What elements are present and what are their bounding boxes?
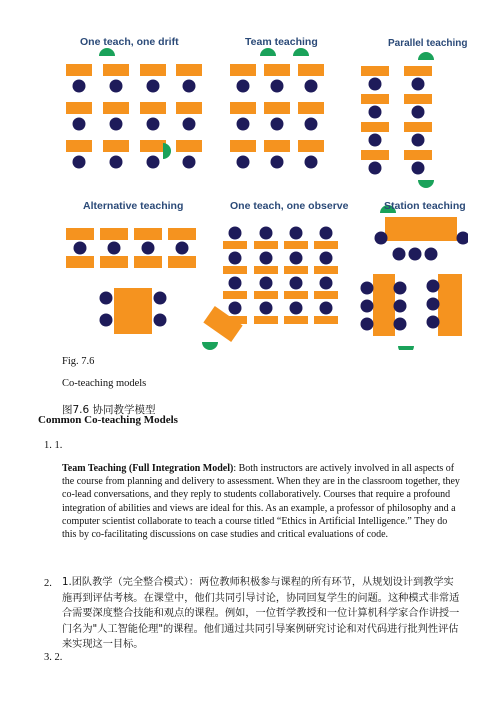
desk	[140, 102, 166, 114]
teacher-marker	[260, 48, 276, 56]
desk	[284, 291, 308, 299]
desk	[404, 150, 432, 160]
student-seat	[290, 252, 303, 265]
teacher-marker	[293, 48, 309, 56]
student-seat	[394, 282, 407, 295]
desk	[314, 291, 338, 299]
co-teaching-figure	[58, 30, 468, 350]
desk	[66, 102, 92, 114]
desk	[404, 94, 432, 104]
student-seat	[110, 156, 123, 169]
student-seat	[147, 80, 160, 93]
desk	[176, 64, 202, 76]
item-title: Team Teaching (Full Integration Model)	[62, 463, 234, 474]
desk	[223, 291, 247, 299]
teacher-marker	[418, 180, 434, 188]
student-seat	[320, 227, 333, 240]
desk	[361, 150, 389, 160]
student-seat	[183, 80, 196, 93]
student-seat	[361, 282, 374, 295]
desk	[168, 228, 196, 240]
student-seat	[147, 118, 160, 131]
desk	[404, 66, 432, 76]
student-seat	[427, 298, 440, 311]
desk	[66, 256, 94, 268]
student-seat	[147, 156, 160, 169]
teacher-marker	[163, 143, 171, 159]
student-seat	[229, 227, 242, 240]
desk	[284, 316, 308, 324]
student-seat	[271, 118, 284, 131]
student-seat	[361, 318, 374, 331]
student-seat	[154, 292, 167, 305]
desk	[134, 228, 162, 240]
station-table	[373, 274, 395, 336]
student-seat	[409, 248, 422, 261]
student-seat	[290, 302, 303, 315]
title-parallel-teaching: Parallel teaching	[388, 38, 468, 49]
teacher-marker	[202, 342, 218, 350]
student-seat	[260, 277, 273, 290]
desk	[254, 316, 278, 324]
co-teaching-diagram	[58, 30, 468, 350]
desk	[361, 122, 389, 132]
student-seat	[142, 242, 155, 255]
desk	[404, 122, 432, 132]
title-team-teaching: Team teaching	[245, 36, 318, 48]
desk	[140, 140, 166, 152]
desk	[264, 64, 290, 76]
student-seat	[229, 302, 242, 315]
student-seat	[320, 302, 333, 315]
student-seat	[290, 277, 303, 290]
desk	[223, 241, 247, 249]
student-seat	[305, 118, 318, 131]
student-seat	[100, 314, 113, 327]
student-seat	[394, 318, 407, 331]
desk	[66, 140, 92, 152]
student-seat	[271, 156, 284, 169]
figure-caption-en: Co-teaching models	[62, 378, 147, 389]
list-item-team-teaching	[62, 462, 462, 541]
list-item-number-1: 1. 1.	[44, 440, 63, 451]
desk	[230, 102, 256, 114]
title-one-teach-one-drift: One teach, one drift	[80, 36, 179, 48]
student-seat	[369, 162, 382, 175]
desk	[314, 241, 338, 249]
desk	[298, 140, 324, 152]
desk	[66, 64, 92, 76]
desk	[264, 102, 290, 114]
item-body: : Both instructors are actively involved in all aspects of the course from planning and delivery to assessment. When they are in the classroom together, they co-lead conversations, and they reply to students collaboratively. Courses that require a profound integration of abilities and views are ideal for this. As an example, a professor of philosophy and a computer scientist collaborate to teach a course titled “Ethics in Artificial Intelligence.” They do this by co-facilitating discussions on case studies and critical evaluations of code.	[62, 463, 460, 541]
desk	[361, 94, 389, 104]
desk	[100, 256, 128, 268]
desk	[223, 266, 247, 274]
list-item-number-3: 3. 2.	[44, 652, 63, 663]
desk	[361, 66, 389, 76]
student-seat	[375, 232, 388, 245]
student-seat	[237, 80, 250, 93]
section-heading: Common Co-teaching Models	[38, 414, 178, 426]
desk	[254, 241, 278, 249]
desk	[298, 64, 324, 76]
list-item-number-2: 2.	[44, 578, 52, 589]
desk	[254, 266, 278, 274]
student-seat	[260, 252, 273, 265]
student-seat	[183, 156, 196, 169]
student-seat	[427, 280, 440, 293]
student-seat	[412, 78, 425, 91]
desk	[134, 256, 162, 268]
student-seat	[73, 118, 86, 131]
student-seat	[229, 277, 242, 290]
student-seat	[412, 162, 425, 175]
student-seat	[260, 227, 273, 240]
desk	[66, 228, 94, 240]
student-seat	[427, 316, 440, 329]
title-station-teaching: Station teaching	[384, 200, 466, 212]
student-seat	[369, 78, 382, 91]
title-one-teach-one-observe: One teach, one observe	[230, 200, 349, 212]
student-seat	[320, 277, 333, 290]
student-seat	[271, 80, 284, 93]
student-seat	[305, 156, 318, 169]
desk	[140, 64, 166, 76]
student-seat	[110, 80, 123, 93]
student-seat	[369, 106, 382, 119]
student-seat	[425, 248, 438, 261]
desk	[298, 102, 324, 114]
student-seat	[457, 232, 469, 245]
desk	[284, 266, 308, 274]
student-seat	[110, 118, 123, 131]
teacher-marker	[99, 48, 115, 56]
student-seat	[73, 156, 86, 169]
student-seat	[183, 118, 196, 131]
student-seat	[237, 118, 250, 131]
student-seat	[73, 80, 86, 93]
station-table	[438, 274, 462, 336]
student-seat	[154, 314, 167, 327]
student-seat	[394, 300, 407, 313]
student-seat	[260, 302, 273, 315]
desk	[284, 241, 308, 249]
desk	[100, 228, 128, 240]
student-seat	[290, 227, 303, 240]
student-seat	[369, 134, 382, 147]
figure-caption-zh: 图7.6 协同教学模型	[62, 404, 156, 416]
student-seat	[412, 134, 425, 147]
desk	[254, 291, 278, 299]
title-alternative-teaching: Alternative teaching	[83, 200, 184, 212]
student-seat	[361, 300, 374, 313]
desk	[103, 64, 129, 76]
student-seat	[393, 248, 406, 261]
student-seat	[100, 292, 113, 305]
student-seat	[176, 242, 189, 255]
desk	[314, 316, 338, 324]
desk	[103, 140, 129, 152]
desk	[103, 102, 129, 114]
desk	[314, 266, 338, 274]
student-seat	[108, 242, 121, 255]
desk	[168, 256, 196, 268]
student-seat	[412, 106, 425, 119]
group-table	[114, 288, 152, 334]
figure-label: Fig. 7.6	[62, 356, 95, 367]
desk	[264, 140, 290, 152]
list-item-zh-text: 1.团队教学（完全整合模式）：两位教师积极参与课程的所有环节，从规划设计到教学实施再到评估考核。在课堂中，他们共同引导讨论，协同回复学生的问题。这种模式非常适合需要深度整合技能和观点的课程。例如，一位哲学教授和一位计算机科学家合作讲授一门名为"人工智能伦理"的课程。他们通过共同引导案例研究讨论和对代码进行批判性评估来实现这一目标。	[62, 577, 460, 650]
teacher-marker	[398, 346, 414, 350]
desk	[223, 316, 247, 324]
student-seat	[229, 252, 242, 265]
student-seat	[320, 252, 333, 265]
student-seat	[74, 242, 87, 255]
station-table	[385, 217, 457, 241]
desk	[230, 64, 256, 76]
teacher-marker	[418, 52, 434, 60]
desk	[230, 140, 256, 152]
student-seat	[305, 80, 318, 93]
desk	[176, 140, 202, 152]
student-seat	[237, 156, 250, 169]
desk	[176, 102, 202, 114]
